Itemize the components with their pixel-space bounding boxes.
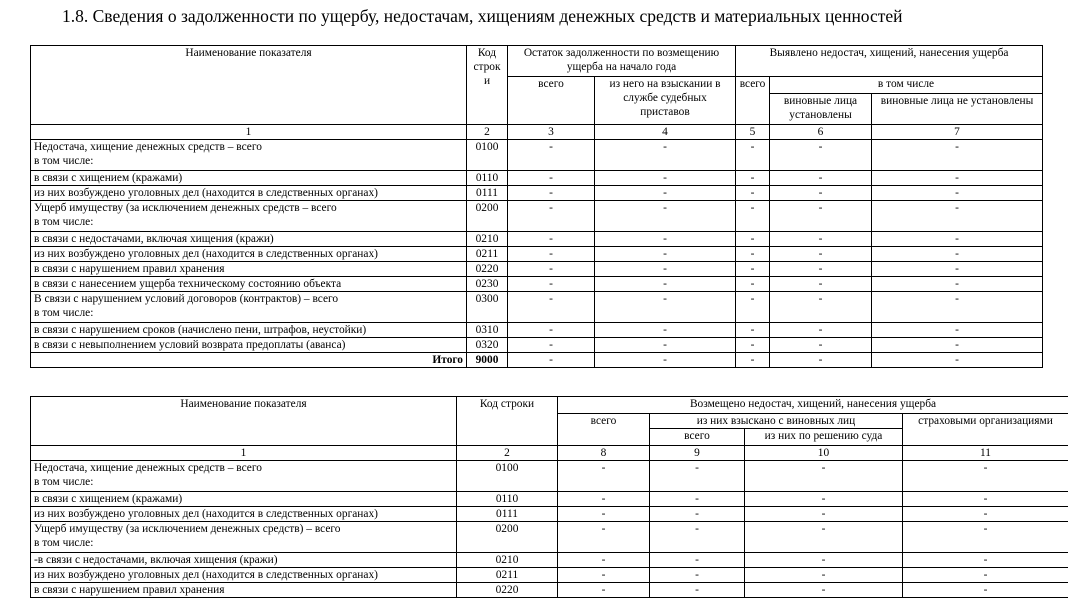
debt-table [30,45,1043,368]
row-code: 0211 [457,568,558,583]
row-name: Ущерб имуществу (за исключением денежных средств) – всего [34,523,341,535]
total-value-cell: - [736,353,770,368]
header-balance-bailiffs: из него на взыскании в службе судебных приставов [595,77,736,125]
row-code: 0200 [467,201,508,232]
value-cell: - [558,522,650,553]
table-row [31,247,1043,262]
value-cell: - [903,461,1068,492]
value-cell: - [508,338,595,353]
row-subtitle: в том числе: [34,537,94,549]
column-number: 6 [770,125,872,140]
value-cell: - [736,247,770,262]
value-cell: - [770,338,872,353]
value-cell: - [508,232,595,247]
row-code: 0300 [467,292,508,323]
row-code: 0100 [467,140,508,171]
total-code: 9000 [467,353,508,368]
header-including: в том числе [770,77,1043,94]
row-name-cell [31,492,457,507]
row-name-cell [31,553,457,568]
row-code: 0200 [457,522,558,553]
column-number: 1 [31,125,467,140]
value-cell: - [650,522,745,553]
value-cell: - [770,186,872,201]
value-cell: - [595,338,736,353]
value-cell: - [558,461,650,492]
header-culprits-unknown: виновные лица не установлены [872,94,1043,125]
row-name-cell [31,507,457,522]
value-cell: - [745,553,903,568]
row-name-cell [31,140,467,171]
row-code: 0100 [457,461,558,492]
value-cell: - [770,201,872,232]
total-value-cell: - [595,353,736,368]
value-cell: - [650,492,745,507]
value-cell: - [558,568,650,583]
header-compensated: Возмещено недостач, хищений, нанесения ущерба [558,397,1068,414]
value-cell: - [736,186,770,201]
total-value-cell: - [872,353,1043,368]
row-name-cell [31,461,457,492]
row-code: 0210 [467,232,508,247]
table-row [31,507,1068,522]
column-number: 8 [558,446,650,461]
value-cell: - [650,553,745,568]
table-row [31,277,1043,292]
value-cell: - [558,492,650,507]
header-total: всего [558,414,650,446]
column-number: 9 [650,446,745,461]
row-name: в связи с нарушением сроков (начислено пени, штрафов, неустойки) [34,324,367,336]
value-cell: - [595,232,736,247]
column-number: 2 [467,125,508,140]
column-number: 1 [31,446,457,461]
row-subtitle: в том числе: [34,155,94,167]
row-name: в связи с хищением (кражами) [34,493,183,505]
row-subtitle: в том числе: [34,307,94,319]
value-cell: - [595,262,736,277]
row-code: 0220 [467,262,508,277]
row-name-cell [31,201,467,232]
table-row [31,262,1043,277]
column-number: 3 [508,125,595,140]
value-cell: - [872,232,1043,247]
table-row [31,292,1043,323]
value-cell: - [595,186,736,201]
header-insurance: страховыми организациями [903,414,1068,446]
column-number: 11 [903,446,1068,461]
value-cell: - [595,323,736,338]
value-cell: - [872,247,1043,262]
header-culprits-total: всего [650,429,745,446]
row-code: 0110 [457,492,558,507]
value-cell: - [745,507,903,522]
value-cell: - [903,553,1068,568]
value-cell: - [736,323,770,338]
total-value-cell: - [508,353,595,368]
column-number: 4 [595,125,736,140]
row-name: из них возбуждено уголовных дел (находится в следственных органах) [34,569,378,581]
value-cell: - [903,522,1068,553]
value-cell: - [872,277,1043,292]
value-cell: - [595,201,736,232]
value-cell: - [595,140,736,171]
value-cell: - [872,186,1043,201]
value-cell: - [770,171,872,186]
header-name: Наименование показателя [31,397,457,446]
row-subtitle: в том числе: [34,476,94,488]
header-code: Код строк и [467,46,508,125]
row-name: из них возбуждено уголовных дел (находится в следственных органах) [34,248,378,260]
value-cell: - [872,262,1043,277]
table-row [31,323,1043,338]
row-name-cell [31,292,467,323]
row-code: 0310 [467,323,508,338]
value-cell: - [770,232,872,247]
value-cell: - [903,583,1068,598]
page-title: 1.8. Сведения о задолженности по ущербу, недостачам, хищениям денежных средств и материальных ценностей [62,6,903,26]
value-cell: - [903,568,1068,583]
row-code: 0211 [467,247,508,262]
table-row [31,553,1068,568]
row-name: из них возбуждено уголовных дел (находится в следственных органах) [34,508,378,520]
value-cell: - [736,262,770,277]
table-row [31,186,1043,201]
value-cell: - [650,568,745,583]
value-cell: - [872,201,1043,232]
row-code: 0210 [457,553,558,568]
row-code: 0320 [467,338,508,353]
row-name: в связи с невыполнением условий возврата предоплаты (аванса) [34,339,346,351]
value-cell: - [736,171,770,186]
row-name-cell [31,171,467,186]
row-name: в связи с недостачами, включая хищения (кражи) [34,233,274,245]
value-cell: - [558,553,650,568]
value-cell: - [595,292,736,323]
value-cell: - [770,292,872,323]
column-number-row [31,125,1043,140]
value-cell: - [872,292,1043,323]
header-by-court: из них по решению суда [745,429,903,446]
value-cell: - [745,583,903,598]
value-cell: - [595,247,736,262]
table-row [31,522,1068,553]
value-cell: - [508,186,595,201]
row-code: 0220 [457,583,558,598]
row-name-cell [31,338,467,353]
value-cell: - [508,201,595,232]
row-name-cell [31,323,467,338]
value-cell: - [508,292,595,323]
table-row [31,492,1068,507]
value-cell: - [736,338,770,353]
table-row [31,568,1068,583]
row-name: в связи с нанесением ущерба техническому состоянию объекта [34,278,342,290]
table-row [31,232,1043,247]
value-cell: - [595,171,736,186]
row-name: в связи с хищением (кражами) [34,172,183,184]
value-cell: - [508,171,595,186]
column-number-row [31,446,1068,461]
value-cell: - [770,262,872,277]
value-cell: - [872,338,1043,353]
value-cell: - [745,461,903,492]
value-cell: - [745,568,903,583]
value-cell: - [650,507,745,522]
row-code: 0230 [467,277,508,292]
value-cell: - [872,140,1043,171]
value-cell: - [770,140,872,171]
value-cell: - [650,461,745,492]
row-name-cell [31,583,457,598]
column-number: 5 [736,125,770,140]
row-name: в связи с нарушением правил хранения [34,263,225,275]
header-name: Наименование показателя [31,46,467,125]
table-row [31,338,1043,353]
row-name-cell [31,277,467,292]
row-code: 0111 [457,507,558,522]
row-name-cell [31,247,467,262]
row-name: из них возбуждено уголовных дел (находится в следственных органах) [34,187,378,199]
value-cell: - [736,277,770,292]
row-name: Ущерб имуществу (за исключением денежных средств – всего [34,202,337,214]
value-cell: - [736,232,770,247]
row-name: -в связи с недостачами, включая хищения (кражи) [34,554,278,566]
value-cell: - [770,247,872,262]
row-name-cell [31,522,457,553]
value-cell: - [872,171,1043,186]
header-culprits-known: виновные лица установлены [770,94,872,125]
table-row [31,201,1043,232]
value-cell: - [872,323,1043,338]
row-subtitle: в том числе: [34,216,94,228]
row-name: В связи с нарушением условий договоров (контрактов) – всего [34,293,339,305]
header-detected: Выявлено недостач, хищений, нанесения ущерба [736,46,1043,77]
value-cell: - [508,247,595,262]
column-number: 2 [457,446,558,461]
table-row [31,140,1043,171]
column-number: 10 [745,446,903,461]
value-cell: - [745,522,903,553]
total-value-cell: - [770,353,872,368]
row-name: Недостача, хищение денежных средств – всего [34,141,262,153]
value-cell: - [558,507,650,522]
value-cell: - [770,277,872,292]
table-row [31,461,1068,492]
value-cell: - [595,277,736,292]
value-cell: - [745,492,903,507]
header-balance-total: всего [508,77,595,125]
value-cell: - [736,292,770,323]
header-from-culprits: из них взыскано с виновных лиц [650,414,903,429]
row-name-cell [31,232,467,247]
column-number: 7 [872,125,1043,140]
value-cell: - [903,492,1068,507]
table-row [31,583,1068,598]
value-cell: - [903,507,1068,522]
value-cell: - [508,277,595,292]
value-cell: - [770,323,872,338]
row-code: 0111 [467,186,508,201]
row-name-cell [31,568,457,583]
value-cell: - [650,583,745,598]
row-name-cell [31,262,467,277]
value-cell: - [558,583,650,598]
total-row [31,353,1043,368]
compensation-table [30,396,1068,598]
table-row [31,171,1043,186]
value-cell: - [508,140,595,171]
header-balance: Остаток задолженности по возмещению ущерба на начало года [508,46,736,77]
value-cell: - [736,201,770,232]
row-code: 0110 [467,171,508,186]
row-name: в связи с нарушением правил хранения [34,584,225,596]
total-label: Итого [31,353,467,368]
row-name-cell [31,186,467,201]
value-cell: - [508,323,595,338]
value-cell: - [736,140,770,171]
value-cell: - [508,262,595,277]
header-detected-total: всего [736,77,770,125]
header-code: Код строки [457,397,558,446]
row-name: Недостача, хищение денежных средств – всего [34,462,262,474]
